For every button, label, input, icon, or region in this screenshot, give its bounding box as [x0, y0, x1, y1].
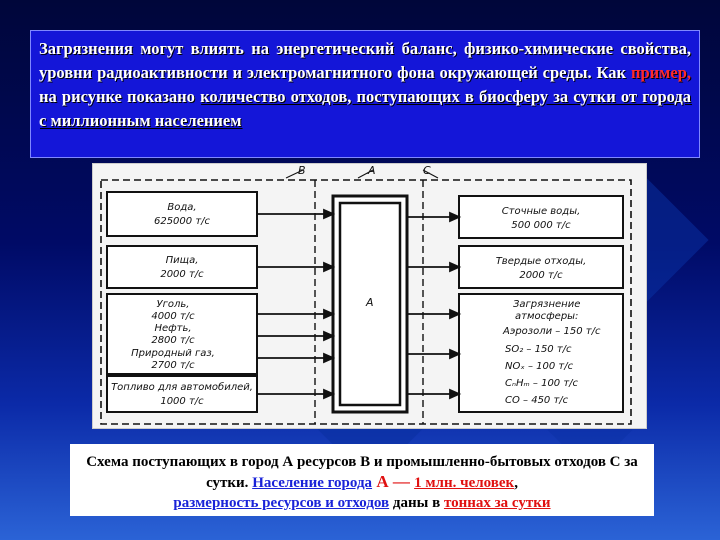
svg-text:2800 т/с: 2800 т/с: [151, 335, 195, 346]
caption-dimension: размерность ресурсов и отходов: [173, 495, 390, 511]
svg-text:Уголь,: Уголь,: [156, 299, 190, 310]
svg-text:2000 т/с: 2000 т/с: [519, 270, 563, 281]
caption-population-value: 1 млн. человек: [414, 475, 515, 491]
svg-text:Топливо для автомобилей,: Топливо для автомобилей,: [111, 382, 253, 393]
svg-text:2000 т/с: 2000 т/с: [160, 269, 204, 280]
intro-text: Загрязнения могут влиять на энергетический баланс, физико-химические свойства, уровни радиоактивности и электромагнитного фона окружающей среды. Как: [39, 39, 691, 82]
input-car-fuel: [107, 376, 257, 412]
svg-text:4000 т/с: 4000 т/с: [151, 311, 195, 322]
caption-text-3: даны в: [389, 495, 444, 511]
svg-text:Сточные воды,: Сточные воды,: [501, 206, 581, 217]
svg-text:Пища,: Пища,: [165, 255, 199, 266]
svg-text:CₙHₘ – 100 т/с: CₙHₘ – 100 т/с: [505, 378, 579, 389]
svg-text:Твердые отходы,: Твердые отходы,: [495, 256, 587, 267]
intro-highlight: пример,: [630, 63, 691, 82]
diagram-caption: [70, 444, 654, 516]
intro-text-2: на рисунке показано: [39, 87, 201, 106]
input-fuel: [107, 294, 257, 374]
input-water: [107, 192, 257, 236]
svg-text:1000 т/с: 1000 т/с: [160, 396, 204, 407]
svg-text:500 000 т/с: 500 000 т/с: [511, 220, 571, 231]
svg-text:атмосферы:: атмосферы:: [515, 311, 579, 322]
output-arrows: [407, 213, 459, 398]
svg-text:Загрязнение: Загрязнение: [513, 299, 581, 310]
output-wastewater: [459, 196, 623, 238]
city-resources-diagram: [92, 163, 647, 429]
caption-text: Схема поступающих в город А ресурсов В и промышленно-бытовых отходов С за сутки.: [86, 454, 638, 491]
caption-dash: —: [388, 472, 415, 491]
col-label-b: B: [298, 164, 306, 177]
caption-population-label: Население города: [252, 475, 373, 491]
output-solid-waste: [459, 246, 623, 288]
output-air-pollution: [459, 294, 623, 412]
svg-text:Вода,: Вода,: [167, 202, 197, 213]
input-arrows: [257, 210, 333, 398]
svg-text:Нефть,: Нефть,: [154, 323, 192, 334]
col-label-a: A: [368, 164, 376, 177]
svg-text:NOₓ – 100 т/с: NOₓ – 100 т/с: [505, 361, 574, 372]
svg-text:2700 т/с: 2700 т/с: [151, 360, 195, 371]
city-label: A: [366, 296, 374, 309]
diagram-svg: [93, 164, 646, 428]
caption-city-letter: А: [372, 472, 389, 491]
input-food: [107, 246, 257, 288]
svg-text:SO₂ – 150 т/с: SO₂ – 150 т/с: [505, 344, 572, 355]
caption-comma: ,: [514, 475, 518, 491]
intro-text-box: [30, 30, 700, 158]
intro-text-3: количество отходов, поступающих в биосферу за сутки от города с миллионным населением: [39, 87, 692, 130]
svg-text:Аэрозоли – 150 т/с: Аэрозоли – 150 т/с: [503, 326, 601, 337]
svg-text:CO – 450 т/с: CO – 450 т/с: [505, 395, 569, 406]
svg-text:625000 т/с: 625000 т/с: [153, 216, 211, 227]
caption-units: тоннах за сутки: [443, 495, 551, 511]
col-label-c: C: [423, 164, 431, 177]
svg-text:Природный газ,: Природный газ,: [131, 348, 215, 359]
